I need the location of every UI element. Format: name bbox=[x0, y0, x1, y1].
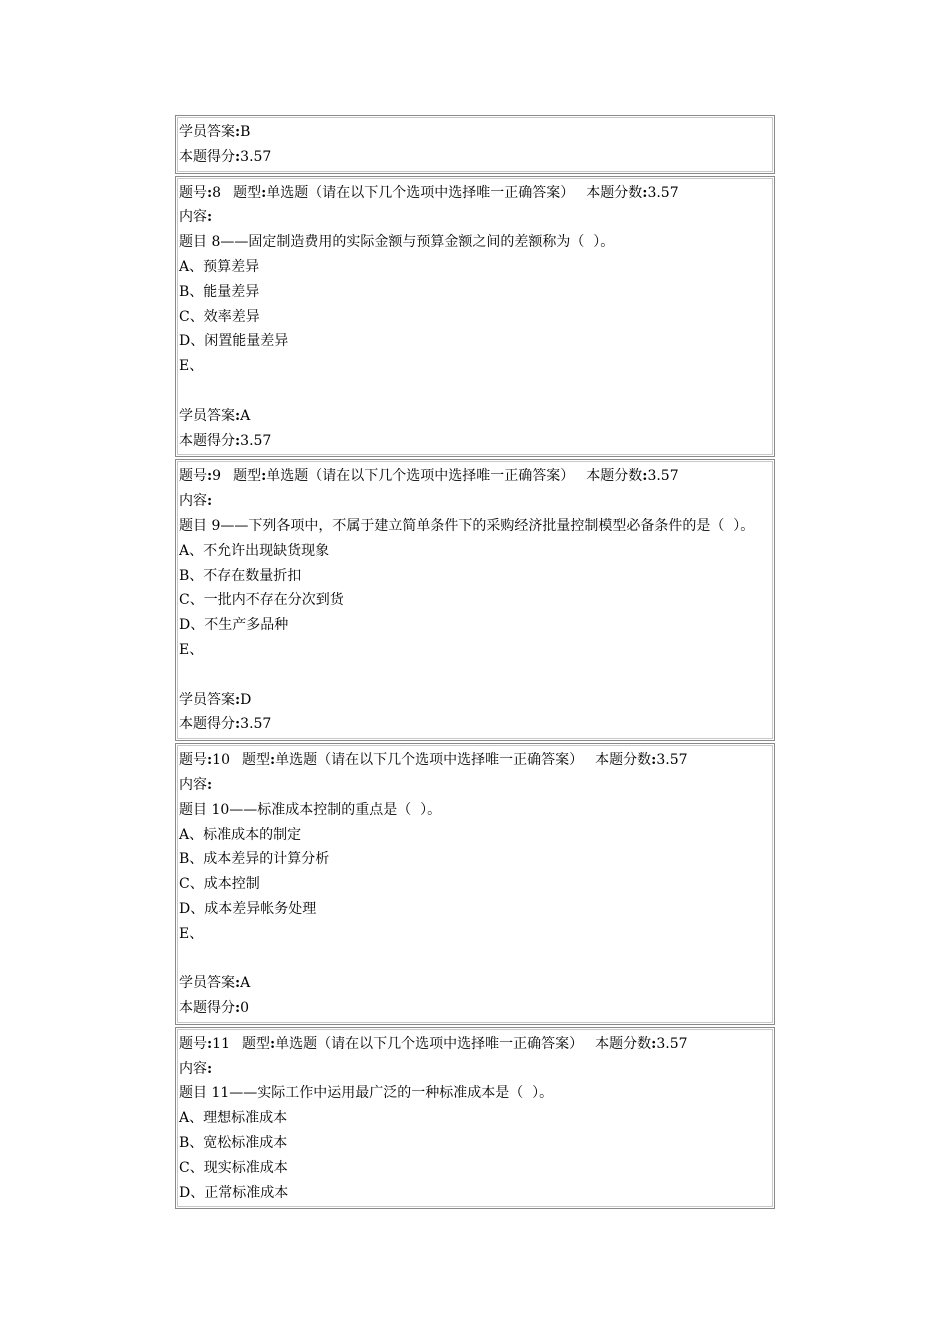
question-header: 题号:10 题型:单选题（请在以下几个选项中选择唯一正确答案） 本题分数:3.57 bbox=[179, 752, 688, 769]
option-c: C、一批内不存在分次到货 bbox=[179, 592, 344, 609]
option-b: B、能量差异 bbox=[179, 283, 260, 300]
content-label: 内容: bbox=[179, 1060, 213, 1077]
question-stem: 题目 11——实际工作中运用最广泛的一种标准成本是（ ）。 bbox=[179, 1085, 554, 1102]
question-block-9 bbox=[175, 459, 775, 741]
question-points: 本题得分:3.57 bbox=[179, 716, 272, 733]
question-header: 题号:9 题型:单选题（请在以下几个选项中选择唯一正确答案） 本题分数:3.57 bbox=[179, 468, 679, 485]
question-stem: 题目 9——下列各项中，不属于建立简单条件下的采购经济批量控制模型必备条件的是（ ）。 bbox=[179, 517, 755, 534]
question-stem: 题目 8——固定制造费用的实际金额与预算金额之间的差额称为（ ）。 bbox=[179, 234, 615, 251]
option-e: E、 bbox=[179, 358, 204, 375]
content-label: 内容: bbox=[179, 776, 213, 793]
student-answer: 学员答案:A bbox=[179, 975, 251, 992]
option-d: D、闲置能量差异 bbox=[179, 333, 289, 350]
option-a: A、标准成本的制定 bbox=[179, 826, 302, 843]
question-points: 本题得分:3.57 bbox=[179, 432, 272, 449]
option-a: A、理想标准成本 bbox=[179, 1110, 288, 1127]
question-block-8 bbox=[175, 176, 775, 458]
spacer bbox=[179, 947, 771, 972]
student-answer: 学员答案:A bbox=[179, 407, 251, 424]
question-points: 本题得分:0 bbox=[179, 1000, 250, 1017]
option-d: D、成本差异帐务处理 bbox=[179, 900, 317, 917]
question-points: 本题得分:3.57 bbox=[179, 148, 272, 165]
option-e: E、 bbox=[179, 925, 204, 942]
option-c: C、现实标准成本 bbox=[179, 1159, 288, 1176]
content-label: 内容: bbox=[179, 493, 213, 510]
question-header: 题号:8 题型:单选题（请在以下几个选项中选择唯一正确答案） 本题分数:3.57 bbox=[179, 184, 679, 201]
student-answer: 学员答案:D bbox=[179, 691, 252, 708]
option-b: B、成本差异的计算分析 bbox=[179, 851, 330, 868]
question-block-7-tail bbox=[175, 115, 775, 174]
question-stem: 题目 10——标准成本控制的重点是（ ）。 bbox=[179, 801, 442, 818]
question-block-10 bbox=[175, 743, 775, 1025]
option-d: D、不生产多品种 bbox=[179, 617, 289, 634]
option-e: E、 bbox=[179, 641, 204, 658]
spacer bbox=[179, 663, 771, 688]
exam-results bbox=[175, 115, 775, 1211]
spacer bbox=[179, 379, 771, 404]
option-c: C、成本控制 bbox=[179, 876, 260, 893]
option-b: B、不存在数量折扣 bbox=[179, 567, 302, 584]
option-a: A、不允许出现缺货现象 bbox=[179, 542, 330, 559]
content-label: 内容: bbox=[179, 209, 213, 226]
option-c: C、效率差异 bbox=[179, 308, 260, 325]
option-a: A、预算差异 bbox=[179, 258, 260, 275]
student-answer: 学员答案:B bbox=[179, 124, 251, 140]
question-header: 题号:11 题型:单选题（请在以下几个选项中选择唯一正确答案） 本题分数:3.57 bbox=[179, 1035, 688, 1052]
question-block-11 bbox=[175, 1027, 775, 1210]
option-d: D、正常标准成本 bbox=[179, 1184, 289, 1201]
option-b: B、宽松标准成本 bbox=[179, 1135, 288, 1152]
